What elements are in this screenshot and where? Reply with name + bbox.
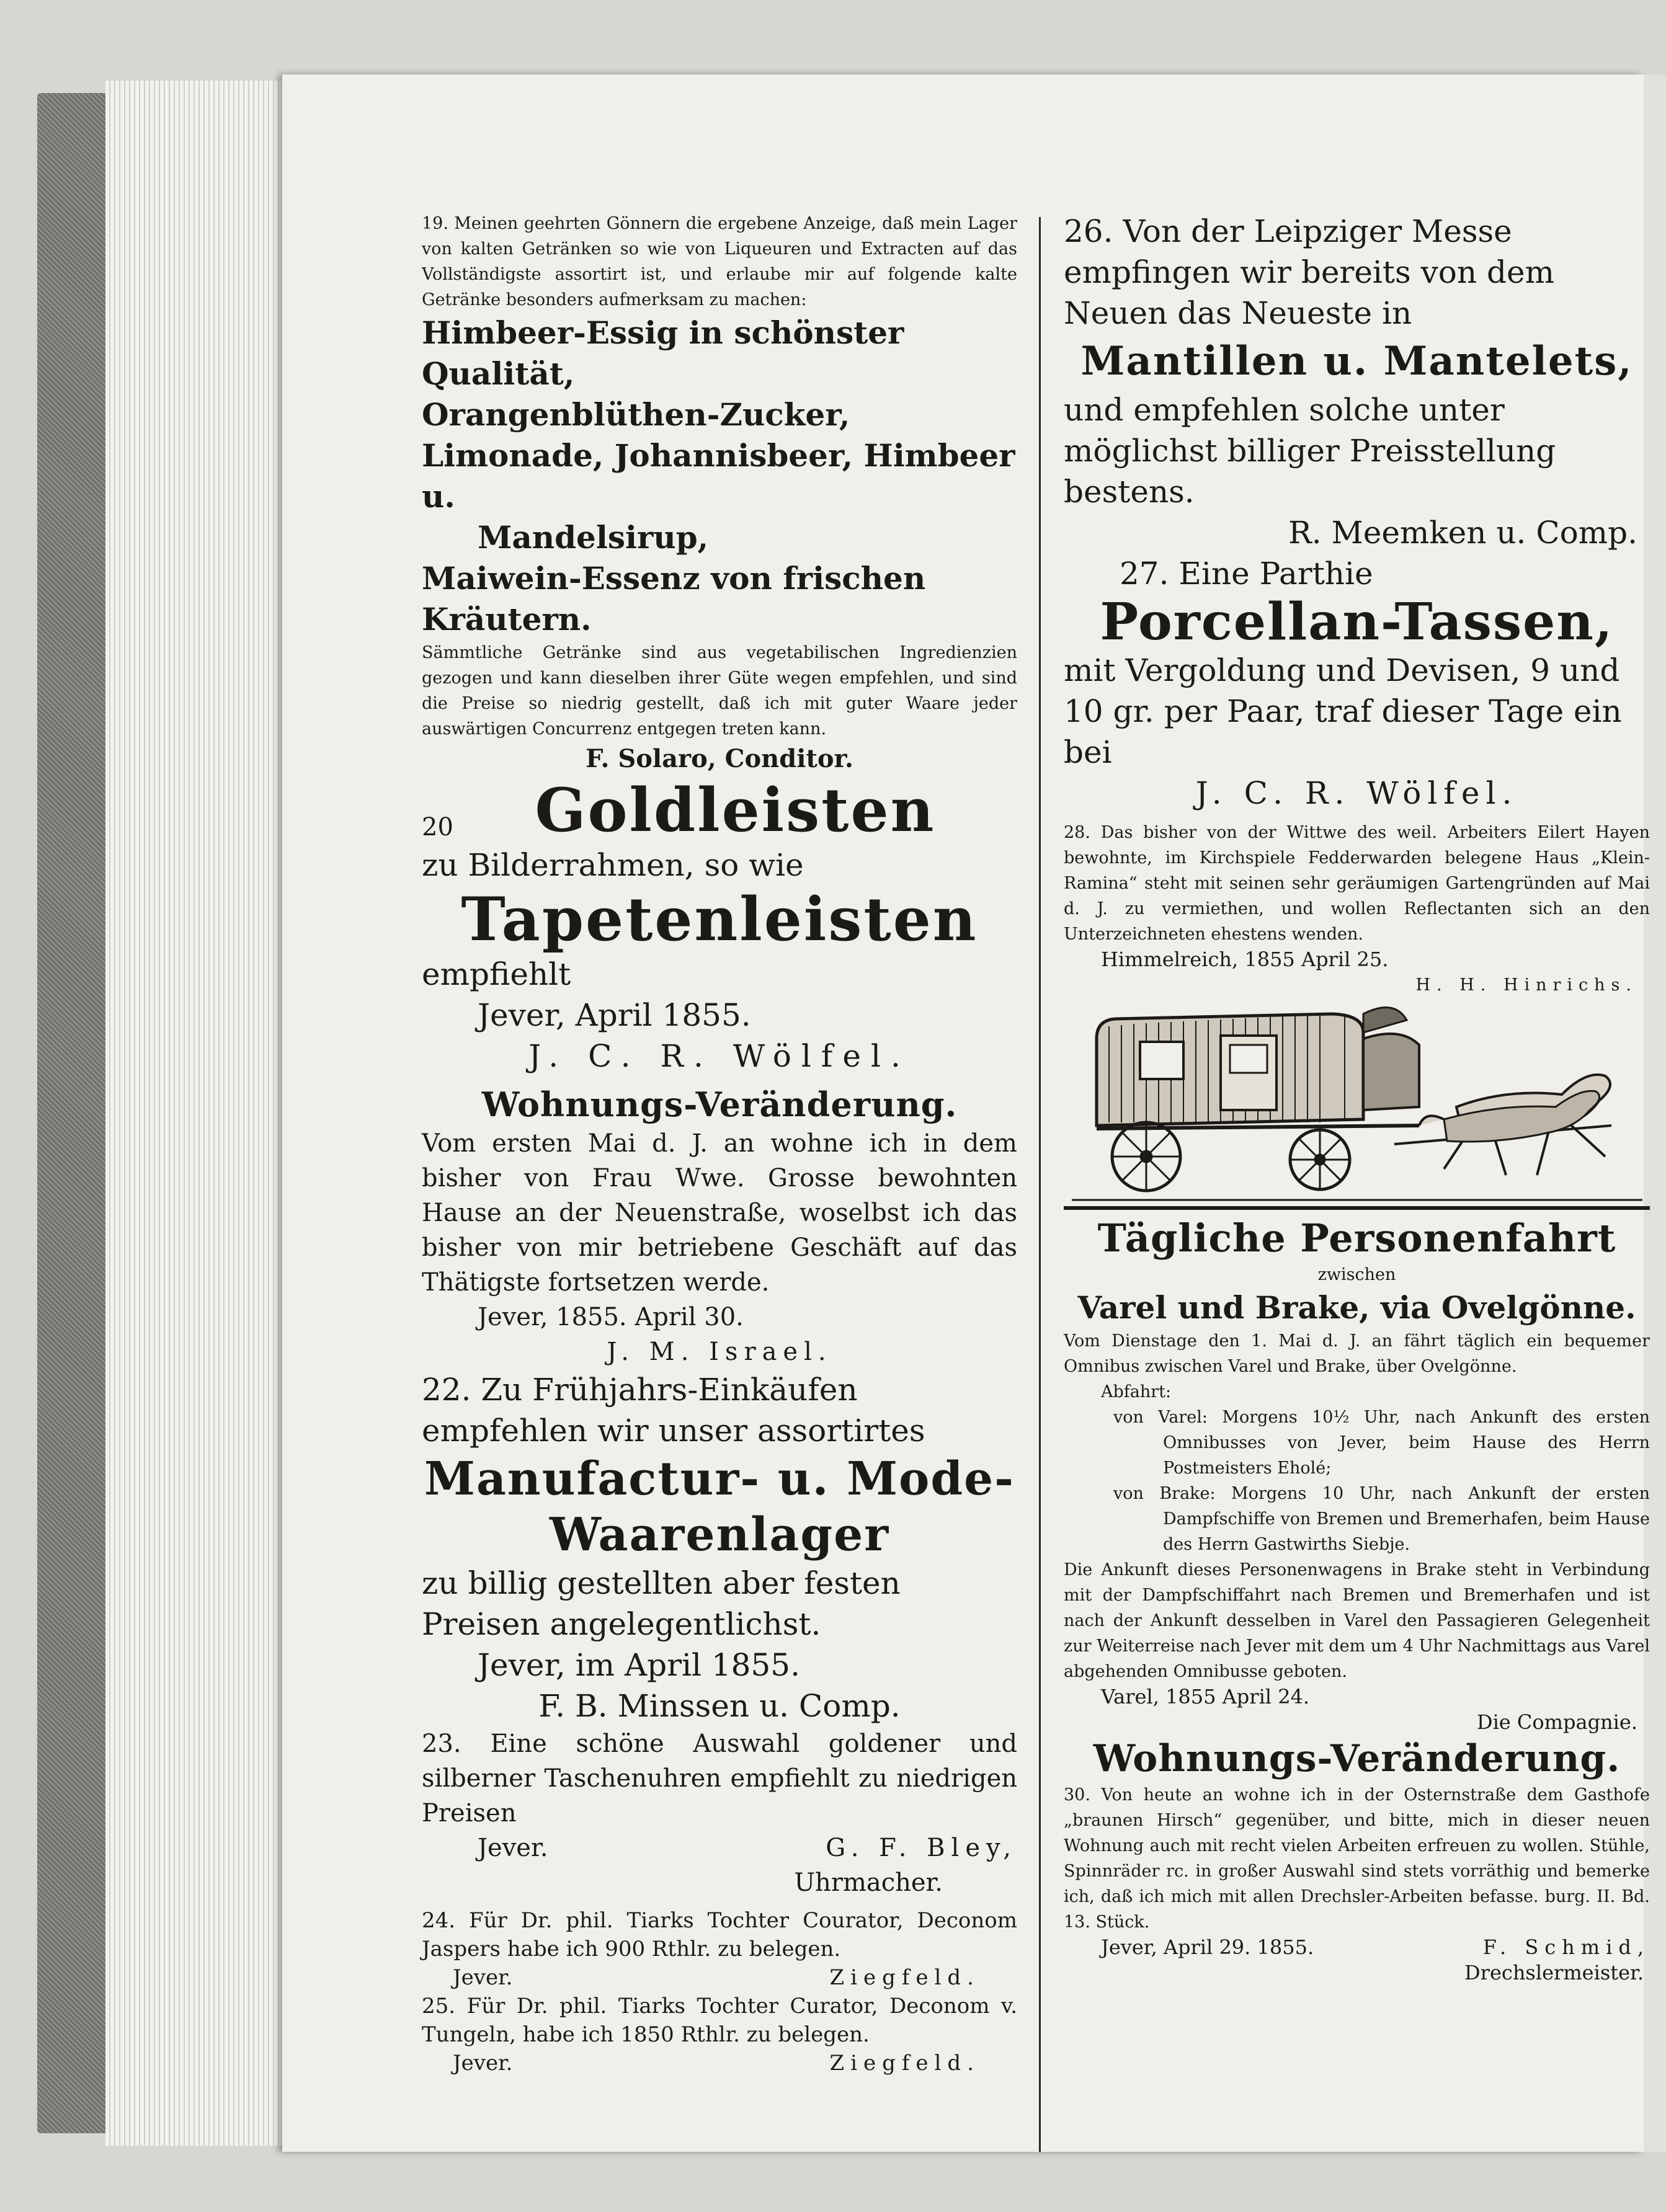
ad-24-place: Jever. bbox=[453, 1965, 513, 1990]
ad-22-title1: Manufactur- u. Mode- bbox=[424, 1452, 1015, 1506]
ad-29-rule bbox=[1064, 1206, 1650, 1210]
ad-29-date: Varel, 1855 April 24. bbox=[1101, 1685, 1310, 1708]
ad-29-departure2: von Brake: Morgens 10 Uhr, nach Ankunft der ersten Dampfschiffe von Bremen und Bremerhafen, beim Hause des Herrn Gastwirths Siebje. bbox=[1113, 1484, 1650, 1554]
ad-20-title-tapetenleisten: Tapetenleisten bbox=[461, 884, 978, 954]
ad-28-date: Himmelreich, 1855 April 25. bbox=[1101, 948, 1389, 971]
ad-30 bbox=[1064, 1735, 1650, 1986]
ad-30-body: 30. Von heute an wohne ich in der Osternstraße dem Gasthofe „braunen Hirsch“ gegenüber, und bitte, mich in dieser neuen Wohnung auch mit recht vielen Arbeiten erfreuen zu wollen. Stühle, Spinnräder rc. in großer Auswahl sind stets vorräthig und bemerke ich, daß ich mich mit allen Drechsler-Arbeiten befasse. burg. II. Bd. 13. Stück. bbox=[1064, 1785, 1650, 1932]
column-divider bbox=[1039, 217, 1041, 2152]
ad-23-body: 23. Eine schöne Auswahl goldener und silberner Taschenuhren empfiehlt zu niedrigen Preisen bbox=[422, 1730, 1017, 1828]
ad-22 bbox=[422, 1369, 1017, 1726]
ad-29-between: zwischen bbox=[1317, 1265, 1396, 1284]
ad-21 bbox=[422, 1083, 1017, 1369]
book-spine bbox=[37, 93, 112, 2133]
ad-24-body: 24. Für Dr. phil. Tiarks Tochter Courator, Deconom Jaspers habe ich 900 Rthlr. zu belegen. bbox=[422, 1908, 1017, 1961]
ad-30-role: Drechslermeister. bbox=[1464, 1961, 1644, 1984]
ad-20-number: 20 bbox=[422, 813, 453, 842]
ad-21-body: Vom ersten Mai d. J. an wohne ich in dem bisher von Frau Wwe. Grosse bewohnten Hause an der Neuenstraße, woselbst ich das bisher von mir betriebene Geschäft auf das Thätigste fortsetzen werde. bbox=[422, 1129, 1017, 1297]
ad-21-date: Jever, 1855. April 30. bbox=[478, 1303, 744, 1331]
ad-22-signature: F. B. Minssen u. Comp. bbox=[538, 1688, 901, 1724]
ad-20-signature: J. C. R. Wölfel. bbox=[528, 1038, 911, 1074]
ad-20-title-goldleisten: Goldleisten bbox=[535, 775, 936, 845]
ad-30-date: Jever, April 29. 1855. bbox=[1101, 1935, 1314, 1959]
ad-24 bbox=[422, 1906, 1017, 1992]
ad-25 bbox=[422, 1992, 1017, 2077]
ad-23-name: G. F. Bley, bbox=[826, 1834, 1017, 1862]
ad-30-heading: Wohnungs-Veränderung. bbox=[1093, 1737, 1621, 1780]
omnibus-carriage-illustration bbox=[1072, 1002, 1642, 1206]
ad-30-name: F. Schmid, bbox=[1482, 1935, 1650, 1959]
ad-23-role: Uhrmacher. bbox=[794, 1868, 943, 1897]
ad-27 bbox=[1064, 553, 1650, 814]
ad-25-place: Jever. bbox=[453, 2051, 513, 2076]
ad-19 bbox=[422, 211, 1017, 776]
ad-27-title: Porcellan-Tassen, bbox=[1100, 592, 1614, 652]
ad-20-sub2: empfiehlt bbox=[422, 956, 571, 992]
ad-26 bbox=[1064, 211, 1650, 553]
ad-26-body: und empfehlen solche unter möglichst billiger Preisstellung bestens. bbox=[1064, 392, 1556, 510]
ad-19-intro: 19. Meinen geehrten Gönnern die ergebene Anzeige, daß mein Lager von kalten Getränken so wie von Liqueuren und Extracten auf das Vollständigste assortirt ist, und erlaube mir auf folgende kalte Getränke besonders aufmerksam zu machen: bbox=[422, 214, 1017, 309]
ad-29-body: Vom Dienstage den 1. Mai d. J. an fährt täglich ein bequemer Omnibus zwischen Varel und Brake, über Ovelgönne. bbox=[1064, 1331, 1650, 1376]
ad-23 bbox=[422, 1726, 1017, 1900]
ad-20-place: Jever, April 1855. bbox=[478, 997, 751, 1033]
ad-28-body: 28. Das bisher von der Wittwe des weil. Arbeiters Eilert Hayen bewohnte, im Kirchspiele Fedderwarden belegene Haus „Klein-Ramina“ steht mit seinen sehr geräumigen Gartengründen auf Mai d. J. zu vermiethen, und wollen Reflectanten sich an den Unterzeichneten ehestens wenden. bbox=[1064, 823, 1650, 944]
ad-21-signature: J. M. Israel. bbox=[607, 1338, 832, 1366]
ad-19-line4: Mandelsirup, bbox=[478, 519, 709, 556]
ad-22-title2: Waarenlager bbox=[549, 1508, 890, 1561]
ad-28-signature: H. H. Hinrichs. bbox=[1415, 975, 1637, 995]
ad-23-place: Jever. bbox=[478, 1834, 548, 1862]
ad-29-route: Varel und Brake, via Ovelgönne. bbox=[1077, 1289, 1636, 1326]
ad-19-signature: F. Solaro, Conditor. bbox=[586, 744, 853, 773]
ad-22-date: Jever, im April 1855. bbox=[478, 1647, 800, 1683]
ad-29-departure-label: Abfahrt: bbox=[1101, 1382, 1172, 1401]
ad-24-signature: Ziegfeld. bbox=[829, 1965, 980, 1990]
ad-19-line5: Maiwein-Essenz von frischen Kräutern. bbox=[422, 560, 926, 637]
ad-19-line2: Orangenblüthen-Zucker, bbox=[422, 396, 850, 433]
ad-25-signature: Ziegfeld. bbox=[829, 2051, 980, 2076]
ad-26-signature: R. Meemken u. Comp. bbox=[1288, 515, 1637, 551]
ad-26-title: Mantillen u. Mantelets, bbox=[1080, 338, 1633, 384]
ad-27-intro: 27. Eine Parthie bbox=[1120, 556, 1373, 592]
ad-20 bbox=[422, 776, 1017, 1077]
ad-19-line3: Limonade, Johannisbeer, Himbeer u. bbox=[422, 437, 1015, 515]
ad-29-title: Tägliche Personenfahrt bbox=[1097, 1215, 1616, 1261]
ad-20-sub1: zu Bilderrahmen, so wie bbox=[422, 847, 804, 883]
right-column bbox=[1064, 211, 1650, 1986]
ad-22-intro: 22. Zu Frühjahrs-Einkäufen empfehlen wir unser assortirtes bbox=[422, 1372, 925, 1449]
ad-26-intro: 26. Von der Leipziger Messe empfingen wir bereits von dem Neuen das Neueste in bbox=[1064, 213, 1555, 331]
ad-29-signature: Die Compagnie. bbox=[1476, 1710, 1637, 1734]
ad-27-body: mit Vergoldung und Devisen, 9 und 10 gr. per Paar, traf dieser Tage ein bei bbox=[1064, 652, 1622, 770]
ad-29 bbox=[1064, 1002, 1650, 1735]
page-edges bbox=[105, 81, 292, 2146]
ad-29-body2: Die Ankunft dieses Personenwagens in Brake steht in Verbindung mit der Dampfschiffahrt nach Bremen und Bremerhafen und ist nach der Ankunft desselben in Varel den Passagieren Gelegenheit zur Weiterreise nach Jever mit dem um 4 Uhr Nachmittags aus Varel abgehenden Omnibusse geboten. bbox=[1064, 1560, 1650, 1681]
left-column bbox=[422, 211, 1017, 2077]
ad-19-line1: Himbeer-Essig in schönster Qualität, bbox=[422, 314, 904, 392]
ad-27-signature: J. C. R. Wölfel. bbox=[1195, 775, 1518, 811]
ad-19-body: Sämmtliche Getränke sind aus vegetabilischen Ingredienzien gezogen und kann dieselben ihrer Güte wegen empfehlen, und sind die Preise so niedrig gestellt, daß ich mit guter Waare jeder auswärtigen Concurrenz entgegen treten kann. bbox=[422, 643, 1017, 739]
ad-28 bbox=[1064, 820, 1650, 998]
ad-29-departure1: von Varel: Morgens 10½ Uhr, nach Ankunft des ersten Omnibusses von Jever, beim Hause des Herrn Postmeisters Eholé; bbox=[1113, 1408, 1650, 1478]
ad-21-heading: Wohnungs-Veränderung. bbox=[481, 1085, 958, 1124]
ad-22-body: zu billig gestellten aber festen Preisen angelegentlichst. bbox=[422, 1565, 901, 1642]
ad-25-body: 25. Für Dr. phil. Tiarks Tochter Curator, Deconom v. Tungeln, habe ich 1850 Rthlr. zu belegen. bbox=[422, 1994, 1017, 2047]
